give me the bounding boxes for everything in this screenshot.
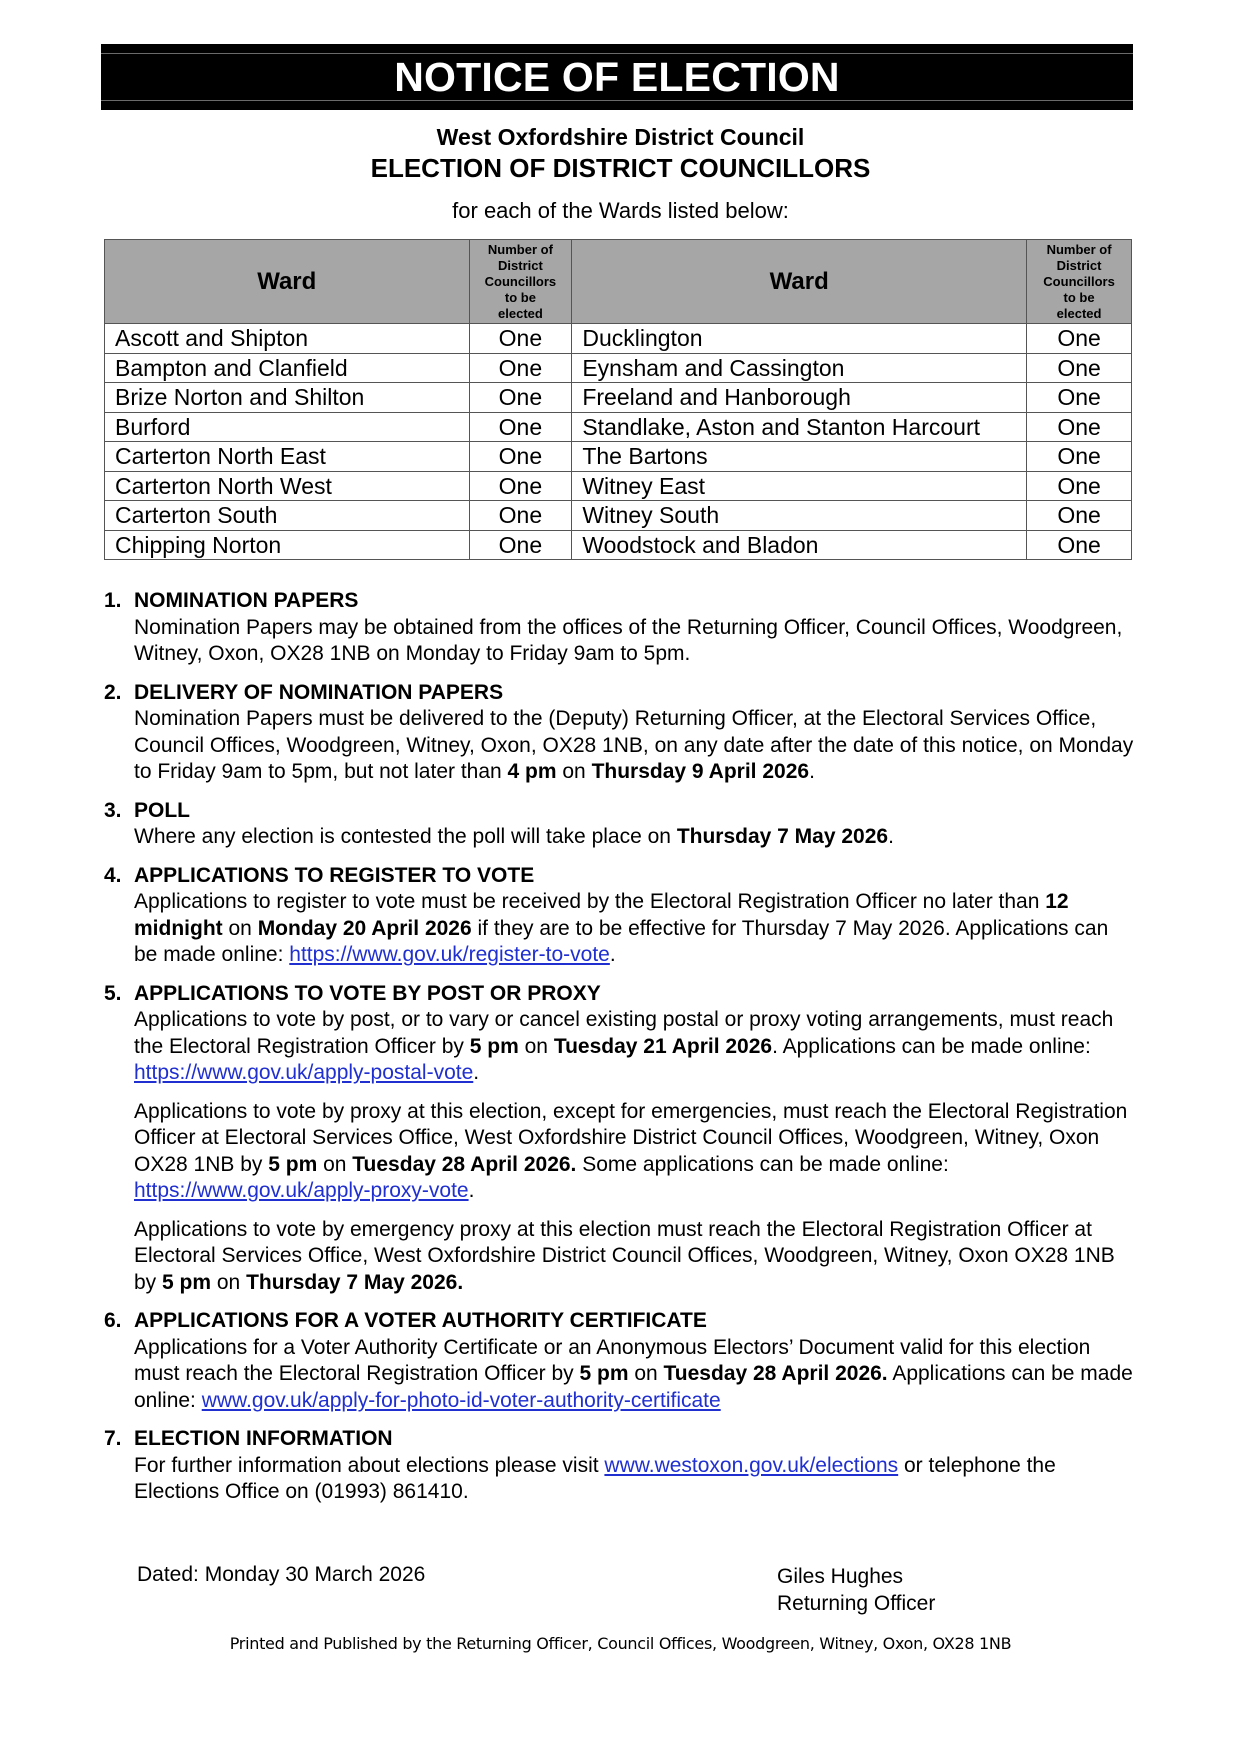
ward-column-header: Ward <box>572 240 1027 324</box>
councillor-count: One <box>469 324 572 354</box>
section-poll <box>104 798 1134 851</box>
section-election-information <box>104 1426 1134 1506</box>
section-text <box>134 1453 1134 1506</box>
header-line: elected <box>1056 305 1102 321</box>
councillor-count: One <box>469 530 572 560</box>
ward-name: Carterton North West <box>105 471 470 501</box>
text-run: . Applications can be made online: <box>772 1034 1091 1058</box>
councillor-count: One <box>469 353 572 383</box>
voter-authority-certificate-link[interactable]: www.gov.uk/apply-for-photo-id-voter-authority-certificate <box>201 1388 721 1412</box>
text-run: Applications to vote by post, or to vary or cancel existing postal or proxy voting arrangements, must reach the Electoral Registration Officer by <box>134 1008 1114 1058</box>
header-line: to be <box>504 289 536 305</box>
council-name: West Oxfordshire District Council <box>436 124 805 150</box>
text-run: Nomination Papers must be delivered to the (Deputy) Returning Officer, at the Electoral Services Office, Council Offices, Woodgreen, Witney, Oxon, OX28 1NB, on any date after the date of this notice, on Monday to Friday 9am to 5pm, but not later than <box>134 707 1134 783</box>
ward-name: Freeland and Hanborough <box>572 383 1027 413</box>
councillor-count: One <box>1027 442 1132 472</box>
poll-date: Thursday 7 May 2026 <box>676 825 889 848</box>
section-heading: APPLICATIONS TO REGISTER TO VOTE <box>134 863 535 887</box>
deadline-time: 5 pm <box>268 1152 318 1176</box>
section-number: 3. <box>104 798 122 822</box>
text-run: Where any election is contested the poll will take place on <box>134 825 677 848</box>
section-text <box>134 889 1134 969</box>
deadline-time: 4 pm <box>507 760 557 783</box>
text-run: Applications can be made online: <box>134 1362 1133 1412</box>
section-nomination-papers <box>104 588 1134 668</box>
header-line: Number of <box>1046 241 1112 257</box>
councillor-count: One <box>1027 530 1132 560</box>
table-row <box>105 471 1132 501</box>
header-line: Councillors <box>1043 273 1115 289</box>
header-line: District <box>1056 257 1102 273</box>
text-run: or telephone the Elections Office on (01993) 861410. <box>134 1453 1056 1503</box>
councillor-count: One <box>1027 412 1132 442</box>
ward-name: Brize Norton and Shilton <box>105 383 470 413</box>
ward-name: Eynsham and Cassington <box>572 353 1027 383</box>
section-number: 5. <box>104 981 122 1005</box>
text-run: Applications to vote by emergency proxy at this election must reach the Electoral Registration Officer at Electoral Services Office, West Oxfordshire District Council Offices, Woodgreen, Witney, Oxon OX28 1NB by <box>134 1217 1115 1294</box>
councillor-count: One <box>469 442 572 472</box>
deadline-date: Thursday 7 May 2026. <box>246 1270 464 1294</box>
section-register-to-vote <box>104 863 1134 969</box>
ward-name: Witney South <box>572 501 1027 531</box>
ward-name: Carterton South <box>105 501 470 531</box>
councillor-count: One <box>469 501 572 531</box>
text-run: Applications to register to vote must be received by the Electoral Registration Officer no later than <box>134 890 1046 913</box>
councillor-count: One <box>1027 353 1132 383</box>
ward-name: Bampton and Clanfield <box>105 353 470 383</box>
section-heading: NOMINATION PAPERS <box>134 589 359 612</box>
councillor-count: One <box>1027 471 1132 501</box>
text-run: . <box>609 943 616 966</box>
section-number: 7. <box>104 1427 122 1450</box>
text-run: on <box>211 1270 247 1294</box>
ward-name: Ducklington <box>572 324 1027 354</box>
ward-name: Carterton North East <box>105 442 470 472</box>
section-voter-authority-certificate <box>104 1308 1134 1414</box>
section-delivery-of-nomination-papers <box>104 680 1134 786</box>
text-run: . <box>468 1179 475 1202</box>
text-run: For further information about elections please visit <box>134 1453 605 1477</box>
text-run: on <box>518 1034 554 1058</box>
ward-name: The Bartons <box>572 442 1027 472</box>
text-run: Some applications can be made online: <box>576 1152 949 1176</box>
text-run: Applications to vote by proxy at this election, except for emergencies, must reach the Electoral Registration Officer at Electoral Services Office, West Oxfordshire District Council Offices, Woodgreen, Witney, Oxon OX28 1NB by <box>134 1099 1128 1176</box>
table-row <box>105 442 1132 472</box>
signer-name: Giles Hughes <box>777 1565 904 1588</box>
table-row <box>105 353 1132 383</box>
section-post-or-proxy <box>104 981 1134 1297</box>
text-run: on <box>317 1152 353 1176</box>
notice-banner <box>101 44 1133 110</box>
table-header-row <box>105 240 1132 324</box>
councillor-count: One <box>469 471 572 501</box>
deadline-date: Tuesday 28 April 2026. <box>352 1152 577 1176</box>
deadline-time: 5 pm <box>579 1362 629 1385</box>
section-text <box>134 706 1134 786</box>
notice-date: Dated: Monday 30 March 2026 <box>137 1563 426 1586</box>
postal-vote-text <box>134 1007 1134 1087</box>
text-run: on <box>556 760 592 783</box>
ward-name: Standlake, Aston and Stanton Harcourt <box>572 412 1027 442</box>
apply-postal-vote-link[interactable]: https://www.gov.uk/apply-postal-vote <box>134 1061 474 1084</box>
ward-name: Woodstock and Bladon <box>572 530 1027 560</box>
deadline-date: Thursday 9 April 2026 <box>591 760 810 783</box>
text-run: . <box>809 760 815 783</box>
deadline-date: Monday 20 April 2026 <box>257 916 472 940</box>
signature-block <box>777 1563 935 1617</box>
header-line: elected <box>498 305 543 321</box>
proxy-vote-text <box>134 1099 1134 1205</box>
table-row <box>105 501 1132 531</box>
apply-proxy-vote-link[interactable]: https://www.gov.uk/apply-proxy-vote <box>134 1179 469 1202</box>
section-number: 6. <box>104 1309 122 1332</box>
text-run: . <box>473 1061 480 1084</box>
ward-name: Ascott and Shipton <box>105 324 470 354</box>
deadline-time: 12 midnight <box>134 890 1069 940</box>
text-run: . <box>888 825 894 848</box>
header-line: to be <box>1063 289 1095 305</box>
text-run: Applications for a Voter Authority Certificate or an Anonymous Electors’ Document valid for this election must reach the Electoral Registration Officer by <box>134 1335 1091 1385</box>
section-number: 4. <box>104 863 122 887</box>
westoxon-elections-link[interactable]: www.westoxon.gov.uk/elections <box>604 1453 899 1477</box>
councillor-count: One <box>1027 383 1132 413</box>
deadline-time: 5 pm <box>162 1270 212 1294</box>
councillors-column-header <box>469 240 572 324</box>
notice-title: NOTICE OF ELECTION <box>394 53 840 100</box>
councillor-count: One <box>1027 501 1132 531</box>
councillors-column-header <box>1027 240 1132 324</box>
notice-sections <box>104 588 1134 1518</box>
section-heading: POLL <box>134 798 190 822</box>
emergency-proxy-text <box>134 1217 1134 1297</box>
wards-intro: for each of the Wards listed below: <box>452 198 789 223</box>
councillor-count: One <box>469 383 572 413</box>
table-row <box>105 412 1132 442</box>
deadline-date: Tuesday 21 April 2026 <box>553 1034 773 1058</box>
register-to-vote-link[interactable]: https://www.gov.uk/register-to-vote <box>289 943 610 966</box>
ward-name: Chipping Norton <box>105 530 470 560</box>
wards-table <box>104 239 1132 560</box>
section-number: 2. <box>104 680 122 704</box>
header-line: District <box>498 257 543 273</box>
section-heading: DELIVERY OF NOMINATION PAPERS <box>134 680 504 704</box>
text-run: if they are to be effective for Thursday 7 May 2026. Applications can be made online: <box>134 916 1109 966</box>
section-number: 1. <box>104 589 122 612</box>
imprint-footer: Printed and Published by the Returning Officer, Council Offices, Woodgreen, Witney, Oxon, OX28 1NB <box>229 1634 1012 1653</box>
councillor-count: One <box>1027 324 1132 354</box>
section-text: Nomination Papers may be obtained from the offices of the Returning Officer, Council Offices, Woodgreen, Witney, Oxon, OX28 1NB on Monday to Friday 9am to 5pm. <box>134 615 1123 665</box>
table-row <box>105 530 1132 560</box>
election-title: ELECTION OF DISTRICT COUNCILLORS <box>370 153 871 183</box>
section-text <box>134 1335 1134 1415</box>
ward-name: Burford <box>105 412 470 442</box>
ward-name: Witney East <box>572 471 1027 501</box>
deadline-time: 5 pm <box>469 1034 519 1058</box>
header-line: Number of <box>487 241 553 257</box>
text-run: on <box>628 1362 664 1385</box>
table-row <box>105 383 1132 413</box>
section-heading: APPLICATIONS TO VOTE BY POST OR PROXY <box>134 981 601 1005</box>
deadline-date: Tuesday 28 April 2026. <box>663 1362 888 1385</box>
text-run: on <box>222 916 258 940</box>
header-line: Councillors <box>484 273 557 289</box>
table-row <box>105 324 1132 354</box>
section-heading: APPLICATIONS FOR A VOTER AUTHORITY CERTIFICATE <box>134 1309 707 1332</box>
section-heading: ELECTION INFORMATION <box>134 1427 393 1450</box>
councillor-count: One <box>469 412 572 442</box>
signer-title: Returning Officer <box>777 1592 936 1615</box>
ward-column-header: Ward <box>105 240 470 324</box>
section-text <box>134 824 1134 851</box>
